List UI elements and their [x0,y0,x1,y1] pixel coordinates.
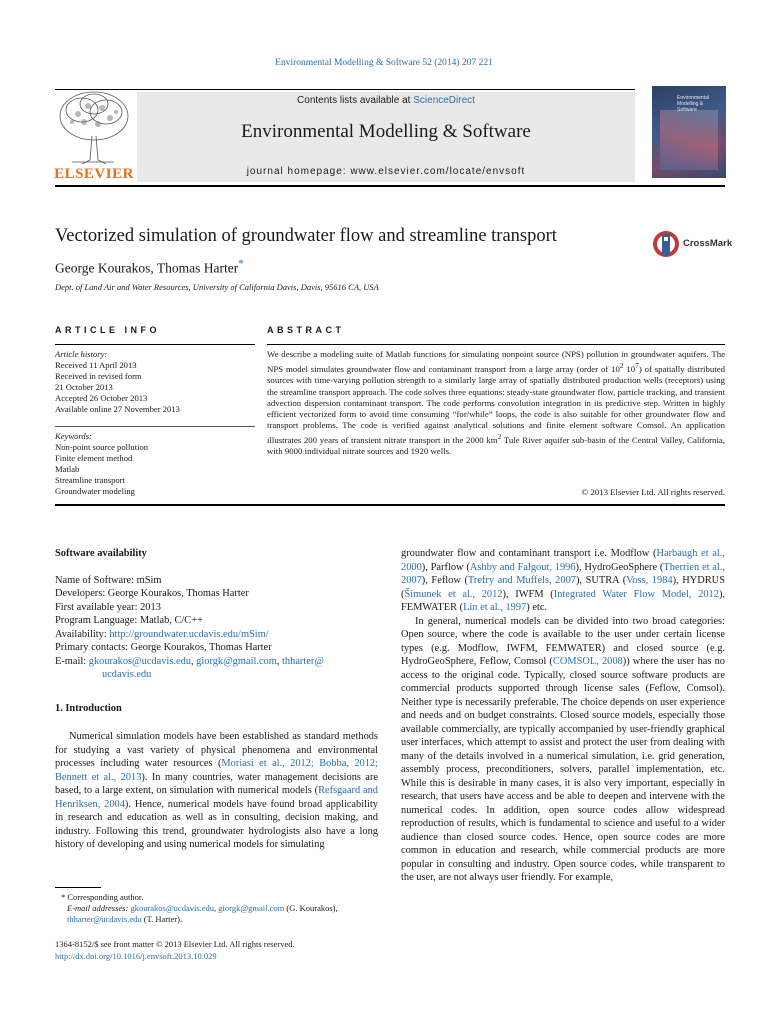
history-item: Received in revised form [55,371,142,381]
email-link[interactable]: giorgk@gmail.com [196,655,277,667]
section-heading-introduction: 1. Introduction [55,703,122,714]
citation-link[interactable]: Harbaugh et al., 2000 [401,548,725,573]
software-language: Program Language: Matlab, C/C++ [55,615,203,626]
software-emails-cont [55,668,378,682]
corresponding-author-mark[interactable]: * [238,258,244,270]
keywords-list [55,431,255,497]
issn-doi-block [55,938,455,962]
keywords-rule [55,426,255,427]
history-label: Article history: [55,349,108,359]
contents-line [137,95,635,106]
citation-link[interactable]: COMSOL, 2008 [552,656,623,667]
software-title: Software availability [55,548,147,559]
software-name: Name of Software: mSim [55,574,162,586]
article-info-rule [55,344,255,345]
abstract-heading: ABSTRACT [267,325,345,335]
email-footnote: E-mail addresses: gkourakos@ucdavis.edu, giorgk@gmail.com (G. Kourakos), thharter@ucdavis.edu (T. Harter). [67,903,338,924]
software-year: First available year: 2013 [55,601,161,613]
issn-line: 1364-8152/$ see front matter © 2013 Elsevier Ltd. All rights reserved. [55,939,295,949]
journal-cover-title: Environmental Modelling & Software [677,95,709,113]
keyword-item: Non-point source pollution [55,442,149,452]
footnote-rule [55,887,101,888]
journal-cover-artwork [660,110,718,170]
email-link[interactable]: thharter@ucdavis.edu [67,914,142,924]
citation-link[interactable]: Lin et al., 1997 [463,602,527,613]
keyword-item: Groundwater modeling [55,486,135,496]
citation-link[interactable]: Šimunek et al., 2012 [404,588,503,600]
right-column-text [401,547,725,885]
crossmark-icon[interactable] [651,228,681,260]
abstract-text: We describe a modeling suite of Matlab functions for simulating nonpoint source (NPS) pollution in groundwater aquifers. The NPS model simulates groundwater flow and contaminant transport from a large array (order of $10^2$ $10^7$) of spatially distributed sources with time-varying pollution strength to a similarly large array of spatially distributed production wells (receptors) using the streamline transport approach. The code solves three equations: steady-state groundwater flow, particle tracking, and transient advection dispersion contaminant transport. The code performs convolution integration in its predictive step. Written in highly efficient vectorized form to avoid time consuming “for/while” loops, the code is also suitable for other groundwater flow and transport problems. The code is verified against analytical solutions and finite element software Comsol. An application illustrates 200 years of transient nitrate transport in the 2000 $km^2$ Tule River aquifer sub-basin of the Central Valley, California, with 9000 individual nitrate sources and 1920 wells. [267,349,725,457]
article-authors [55,258,244,277]
email-link[interactable]: thharter@ [282,655,324,667]
abstract-rule [267,344,725,345]
software-availability-line: Availability: http://groundwater.ucdavis.edu/mSim/ [55,628,269,640]
citation-link[interactable]: Integrated Water Flow Model, 2012 [553,588,719,600]
corresponding-author-note: * Corresponding author. [61,892,144,902]
history-item: Accepted 26 October 2013 [55,393,148,403]
introduction-paragraph: Numerical simulation models have been established as standard methods for studying a vast variety of physical phenomena and environmental processes including water resources (Moriasi et al., 2012; Bobba, 2012; Bennett et al., 2013). In many countries, water management decisions are based, to a large extent, on simulation with numerical models (Refsgaard and Henriksen, 2004). Hence, numerical models have found broad applicability in research and education as well as in consulting, decision making, and industry. Following this trend, groundwater hydrologists also have a long history of developing and using numerical models for simulating [55,731,378,850]
history-item: 21 October 2013 [55,382,113,392]
paragraph: In general, numerical models can be divided into two broad categories: Open source, where the code is available to the user under certain license types (e.g. Modflow, IWFM, FEMWATER) and closed source (e.g. HydroGeoSphere, Feflow, Comsol (COMSOL, 2008)) where the user has no access to the original code. Typically, closed source software products are commercial products supported through license sales (Feflow, Comsol). Neither type is necessarily preferable. The choice depends on user experience and needs and on budget constraints. Closed source models, especially those available commercially, are typically accompanied by user-friendly graphical user interfaces, which attempt to assist and protect the user from dealing with many of the details involved in a numerical simulation, i.e. grid generation, assembly process, preconditioners, solvers, parallel implementation, etc. While this is desirable in many cases, it is also very important, especially in research, that users have access and be able to deepen and intervene with the numerical codes. In addition, open source codes allow widespread reproduction of results, which is fundamental to science and useful to a wider audience than closed source codes. Hence, open source codes are more common in education and research, while commercial products are more popular in consulting and industry. Open source codes, while transparent to the user, are not always user friendly. For example, [401,615,725,883]
journal-title: Environmental Modelling & Software [241,121,531,142]
keyword-item: Streamline transport [55,475,125,485]
citation-link[interactable]: Refsgaard and Henriksen, 2004 [55,785,378,810]
history-item: Received 11 April 2013 [55,360,137,370]
keyword-item: Matlab [55,464,80,474]
software-url-link[interactable]: http://groundwater.ucdavis.edu/mSim/ [109,628,269,640]
sciencedirect-link[interactable]: ScienceDirect [413,95,475,106]
citation-link[interactable]: Therrien et al., 2007 [401,561,725,586]
email-link[interactable]: gkourakos@ucdavis.edu [88,655,191,667]
software-contacts: Primary contacts: George Kourakos, Thomas Harter [55,642,272,653]
journal-homepage[interactable]: journal homepage: www.elsevier.com/locate/envsoft [246,166,526,177]
citation-link[interactable]: Trefry and Muffels, 2007 [467,575,576,586]
front-matter-rule [55,504,725,506]
article-info-heading: ARTICLE INFO [55,325,160,335]
citation-link[interactable]: Moriasi et al., 2012; Bobba, 2012; Bennett et al., 2013 [55,758,378,783]
keyword-item: Finite element method [55,453,133,463]
citation-link[interactable]: Voss, 1984 [626,575,673,586]
citation-link[interactable]: Ashby and Falgout, 1996 [469,561,576,573]
history-item: Available online 27 November 2013 [55,404,180,414]
article-title: Vectorized simulation of groundwater flow and streamline transport [55,226,557,246]
contents-prefix: Contents lists available at [297,95,411,106]
paragraph-continuation: groundwater flow and contaminant transport i.e. Modflow (Harbaugh et al., 2000), Parflow (Ashby and Falgout, 1996), HydroGeoSphere (Therrien et al., 2007), Feflow (Trefry and Muffels, 2007), SUTRA (Voss, 1984), HYDRUS (Šimunek et al., 2012), IWFM (Integrated Water Flow Model, 2012), FEMWATER (Lin et al., 1997) etc. [401,548,725,613]
software-availability [55,547,378,682]
header-rule-top [55,89,635,90]
email-link[interactable]: ucdavis.edu [102,669,152,680]
abstract-copyright: © 2013 Elsevier Ltd. All rights reserved. [581,487,725,497]
software-emails: E-mail: gkourakos@ucdavis.edu, giorgk@gmail.com, thharter@ [55,655,324,667]
author-affiliation: Dept. of Land Air and Water Resources, University of California Davis, Davis, 95616 CA, USA [55,282,379,292]
elsevier-wordmark: ELSEVIER [54,166,134,182]
header-rule-bottom [55,185,725,187]
footnotes [55,892,378,925]
email-link[interactable]: giorgk@gmail.com [218,903,285,913]
keywords-label: Keywords: [55,431,92,441]
email-link[interactable]: gkourakos@ucdavis.edu [130,903,215,913]
software-developers: Developers: George Kourakos, Thomas Harter [55,588,249,599]
journal-citation: Environmental Modelling & Software 52 (2014) 207 221 [275,58,493,68]
doi-link[interactable]: http://dx.doi.org/10.1016/j.envsoft.2013.10.029 [55,951,217,961]
article-history [55,349,255,415]
author-names: George Kourakos, Thomas Harter [55,260,239,276]
crossmark-label[interactable]: CrossMark [683,238,733,249]
